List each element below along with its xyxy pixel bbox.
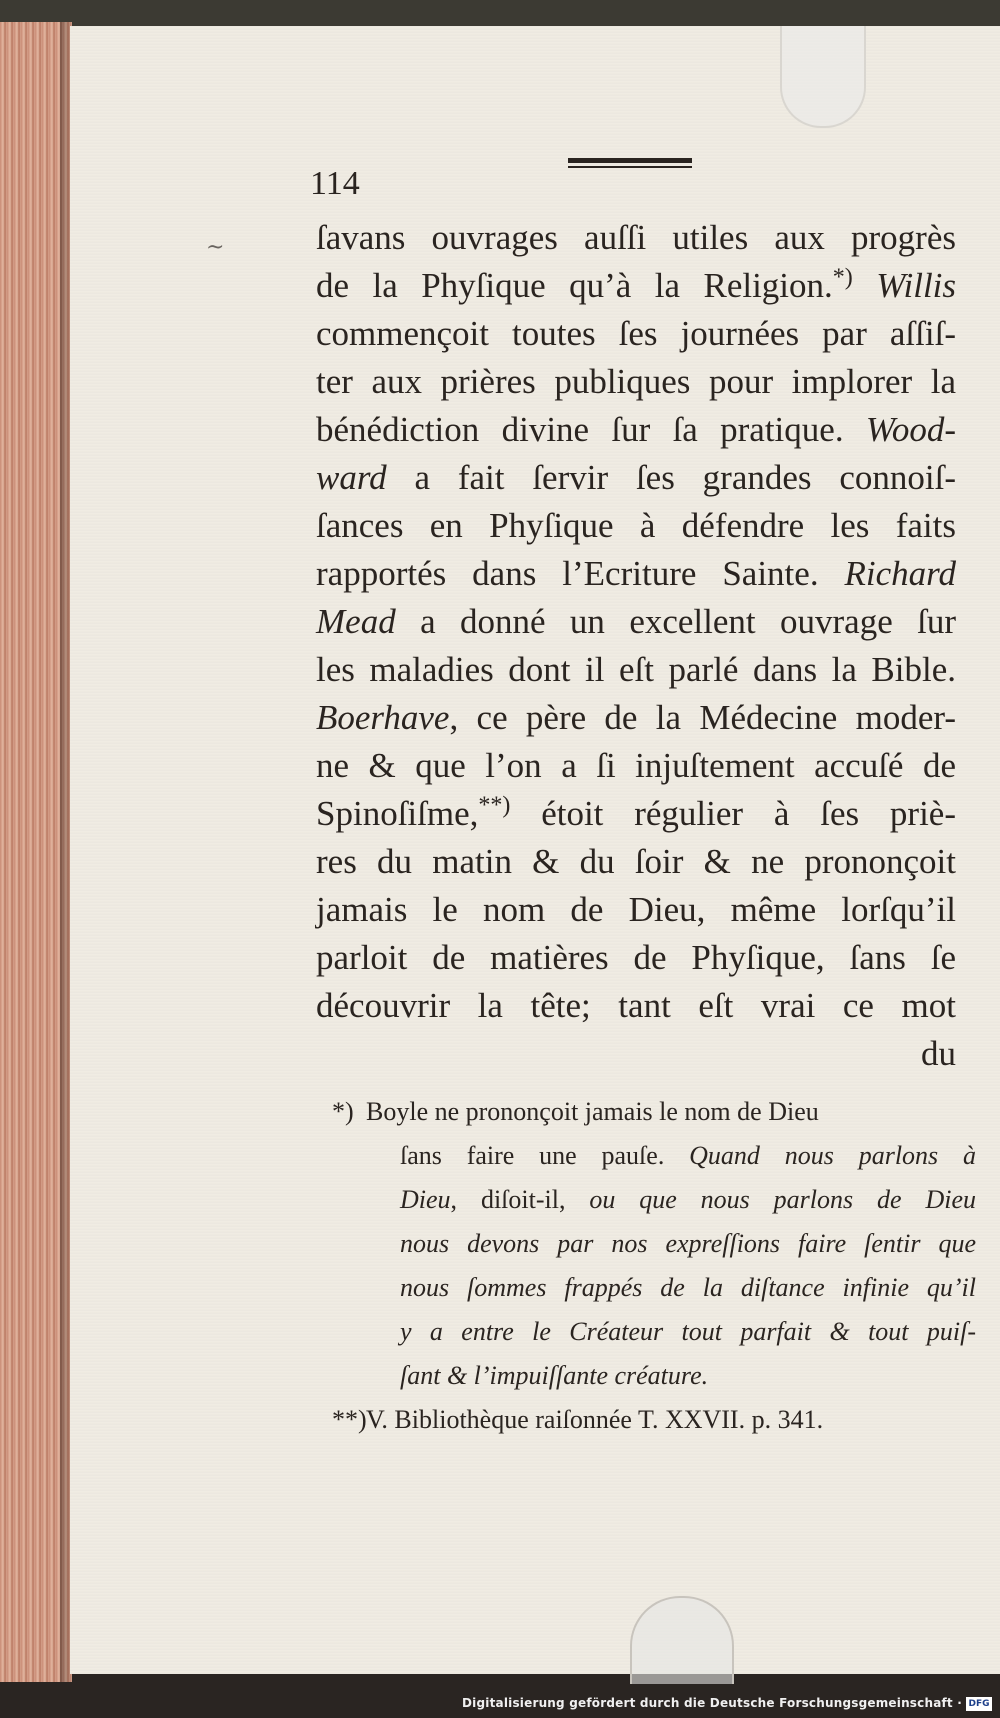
italic-text: Boerhave — [316, 698, 450, 737]
text-line — [316, 406, 956, 454]
text-line — [316, 694, 956, 742]
text-run: , ce père de la Médecine moder- — [449, 698, 956, 737]
digitization-footer — [0, 1684, 1000, 1718]
footnote-line — [366, 1266, 976, 1310]
text-run: de la Phyſique qu’à la Religion. — [316, 266, 833, 305]
footnote-reference: *) — [832, 264, 853, 291]
text-line — [316, 1030, 956, 1078]
text-run: découvrir la tête; tant eſt vrai ce mot — [316, 986, 956, 1025]
text-line — [316, 550, 956, 598]
header-ornament-rule — [568, 158, 692, 168]
italic-text: ward — [316, 458, 387, 497]
text-line — [316, 598, 956, 646]
text-line — [316, 838, 956, 886]
italic-text: Willis — [876, 266, 957, 305]
footnote-line — [366, 1178, 976, 1222]
text-run: ne & que l’on a ſi injuſtement accuſé de — [316, 746, 956, 785]
text-run — [853, 266, 876, 305]
text-run: bénédiction divine ſur ſa pratique. — [316, 410, 866, 449]
italic-text: Richard — [844, 554, 956, 593]
footnote-line — [366, 1310, 976, 1354]
italic-text: ſant & l’impuiſſante créature. — [400, 1361, 709, 1390]
text-run: rapportés dans l’Ecriture Sainte. — [316, 554, 845, 593]
italic-text: Mead — [316, 602, 396, 641]
footnote-reference: **) — [478, 792, 511, 819]
text-run: Boyle ne prononçoit jamais le nom de Dieu — [366, 1097, 819, 1126]
text-run: les maladies dont il eſt parlé dans la Bible. — [316, 650, 956, 689]
text-run: ter aux prières publiques pour implorer la — [316, 362, 956, 401]
italic-text: y a entre le Créateur tout parfait & tout puiſ- — [400, 1317, 976, 1346]
text-line — [316, 214, 956, 262]
text-line — [316, 454, 956, 502]
footnote-mark: *) — [332, 1097, 354, 1126]
margin-pencil-mark: ~ — [206, 235, 225, 260]
footnote-mark: **) — [332, 1405, 367, 1434]
footnote-line — [332, 1398, 976, 1442]
text-run: étoit régulier à ſes priè- — [510, 794, 956, 833]
text-run: ſavans ouvrages auſſi utiles aux progrès — [316, 218, 956, 257]
funding-credit: Digitalisierung gefördert durch die Deutsche Forschungsgemeinschaft · — [462, 1696, 962, 1710]
page-clip-top — [780, 26, 866, 128]
italic-text: nous ſommes frappés de la diſtance infinie qu’il — [400, 1273, 976, 1302]
text-line — [316, 886, 956, 934]
footnote-line — [366, 1354, 976, 1398]
text-run: commençoit toutes ſes journées par aſſiſ- — [316, 314, 956, 353]
text-line — [316, 262, 956, 310]
italic-text: nous devons par nos expreſſions faire ſentir que — [400, 1229, 976, 1258]
text-run: V. Bibliothèque raiſonnée T. XXVII. p. 341. — [366, 1405, 824, 1434]
text-run: ſances en Phyſique à défendre les faits — [316, 506, 956, 545]
text-line — [316, 502, 956, 550]
text-run: du — [921, 1034, 956, 1073]
text-run: , diſoit-il, — [450, 1185, 590, 1214]
text-line — [316, 646, 956, 694]
italic-text: ou que nous parlons de Dieu — [589, 1185, 977, 1214]
text-line — [316, 934, 956, 982]
text-run: ſans faire une pauſe. — [400, 1141, 690, 1170]
italic-text: Wood- — [865, 410, 956, 449]
scan-top-strip — [0, 0, 1000, 28]
text-run: res du matin & du ſoir & ne prononçoit — [316, 842, 956, 881]
footnotes-block — [332, 1090, 977, 1442]
footnote-line — [366, 1134, 976, 1178]
page-number: 114 — [310, 165, 360, 202]
text-line — [316, 358, 956, 406]
text-run: jamais le nom de Dieu, même lorſqu’il — [316, 890, 956, 929]
text-line — [316, 982, 956, 1030]
italic-text: Dieu — [400, 1185, 451, 1214]
dfg-logo: DFG — [966, 1697, 992, 1711]
footnote-line — [332, 1090, 976, 1134]
footnote-line — [366, 1222, 976, 1266]
text-run: Spinoſiſme, — [316, 794, 479, 833]
text-run: parloit de matières de Phyſique, ſans ſe — [316, 938, 956, 977]
text-line — [316, 790, 956, 838]
text-line — [316, 310, 956, 358]
text-run: a fait ſervir ſes grandes connoiſ- — [386, 458, 956, 497]
text-run: a donné un excellent ouvrage ſur — [395, 602, 956, 641]
main-text-block — [316, 214, 956, 1078]
italic-text: Quand nous parlons à — [689, 1141, 976, 1170]
text-line — [316, 742, 956, 790]
